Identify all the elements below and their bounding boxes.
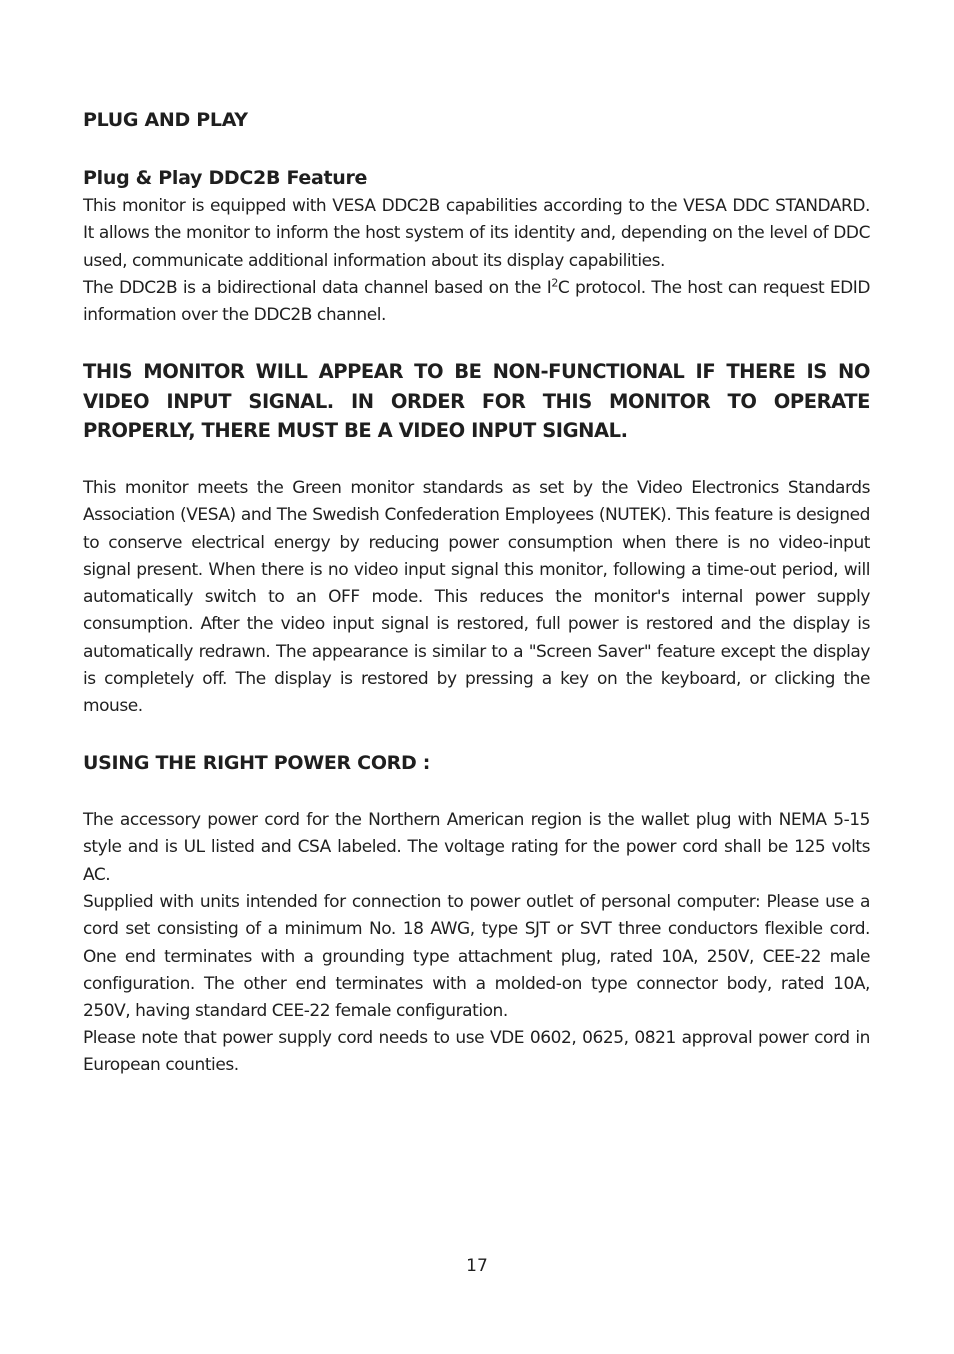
warning-notice: THIS MONITOR WILL APPEAR TO BE NON-FUNCTIONAL IF THERE IS NO VIDEO INPUT SIGNAL. IN ORDER FOR THIS MONITOR TO OPERATE PROPERLY, THERE MUST BE A VIDEO INPUT SIGNAL. xyxy=(83,360,870,442)
ddc-text-post: C protocol. The host can request EDID information over the DDC2B channel. xyxy=(83,278,870,326)
page-number: 17 xyxy=(466,1256,488,1276)
ddc-paragraph-2 xyxy=(83,275,870,330)
power-paragraph-1: The accessory power cord for the Northern American region is the wallet plug with NEMA 5-15 style and is UL listed and CSA labeled. The voltage rating for the power cord shall be 125 volts AC. xyxy=(83,810,870,885)
power-paragraph-3: Please note that power supply cord needs to use VDE 0602, 0625, 0821 approval power cord in European counties. xyxy=(83,1028,870,1076)
feature-heading: Plug & Play DDC2B Feature xyxy=(83,167,368,189)
power-paragraph-2: Supplied with units intended for connection to power outlet of personal computer: Please use a cord set consisting of a minimum No. 18 AWG, type SJT or SVT three conductors flexible cord. One end terminates with a grounding type attachment plug, rated 10A, 250V, CEE-22 male configuration. The other end terminates with a molded-on type connector body, rated 10A, 250V, having standard CEE-22 female configuration. xyxy=(83,892,870,1022)
ddc-superscript: 2 xyxy=(551,276,558,290)
green-paragraph: This monitor meets the Green monitor standards as set by the Video Electronics Standards Association (VESA) and The Swedish Confederation Employees (NUTEK). This feature is designed to conserve electrical energy by reducing power consumption when there is no video-input signal present. When there is no video input signal this monitor, following a time-out period, will automatically switch to an OFF mode. This reduces the monitor's internal power supply consumption. After the video input signal is restored, full power is restored and the display is automatically redrawn. The appearance is similar to a "Screen Saver" feature except the display is completely off. The display is restored by pressing a key on the keyboard, or clicking the mouse. xyxy=(83,478,870,717)
section-title: PLUG AND PLAY xyxy=(83,109,248,131)
power-heading: USING THE RIGHT POWER CORD : xyxy=(83,752,431,774)
ddc-paragraph: This monitor is equipped with VESA DDC2B capabilities according to the VESA DDC STANDARD. It allows the monitor to inform the host system of its identity and, depending on the level of DDC used, communicate additional information about its display capabilities. xyxy=(83,196,870,271)
ddc-text-pre: The DDC2B is a bidirectional data channel based on the I xyxy=(83,278,552,298)
